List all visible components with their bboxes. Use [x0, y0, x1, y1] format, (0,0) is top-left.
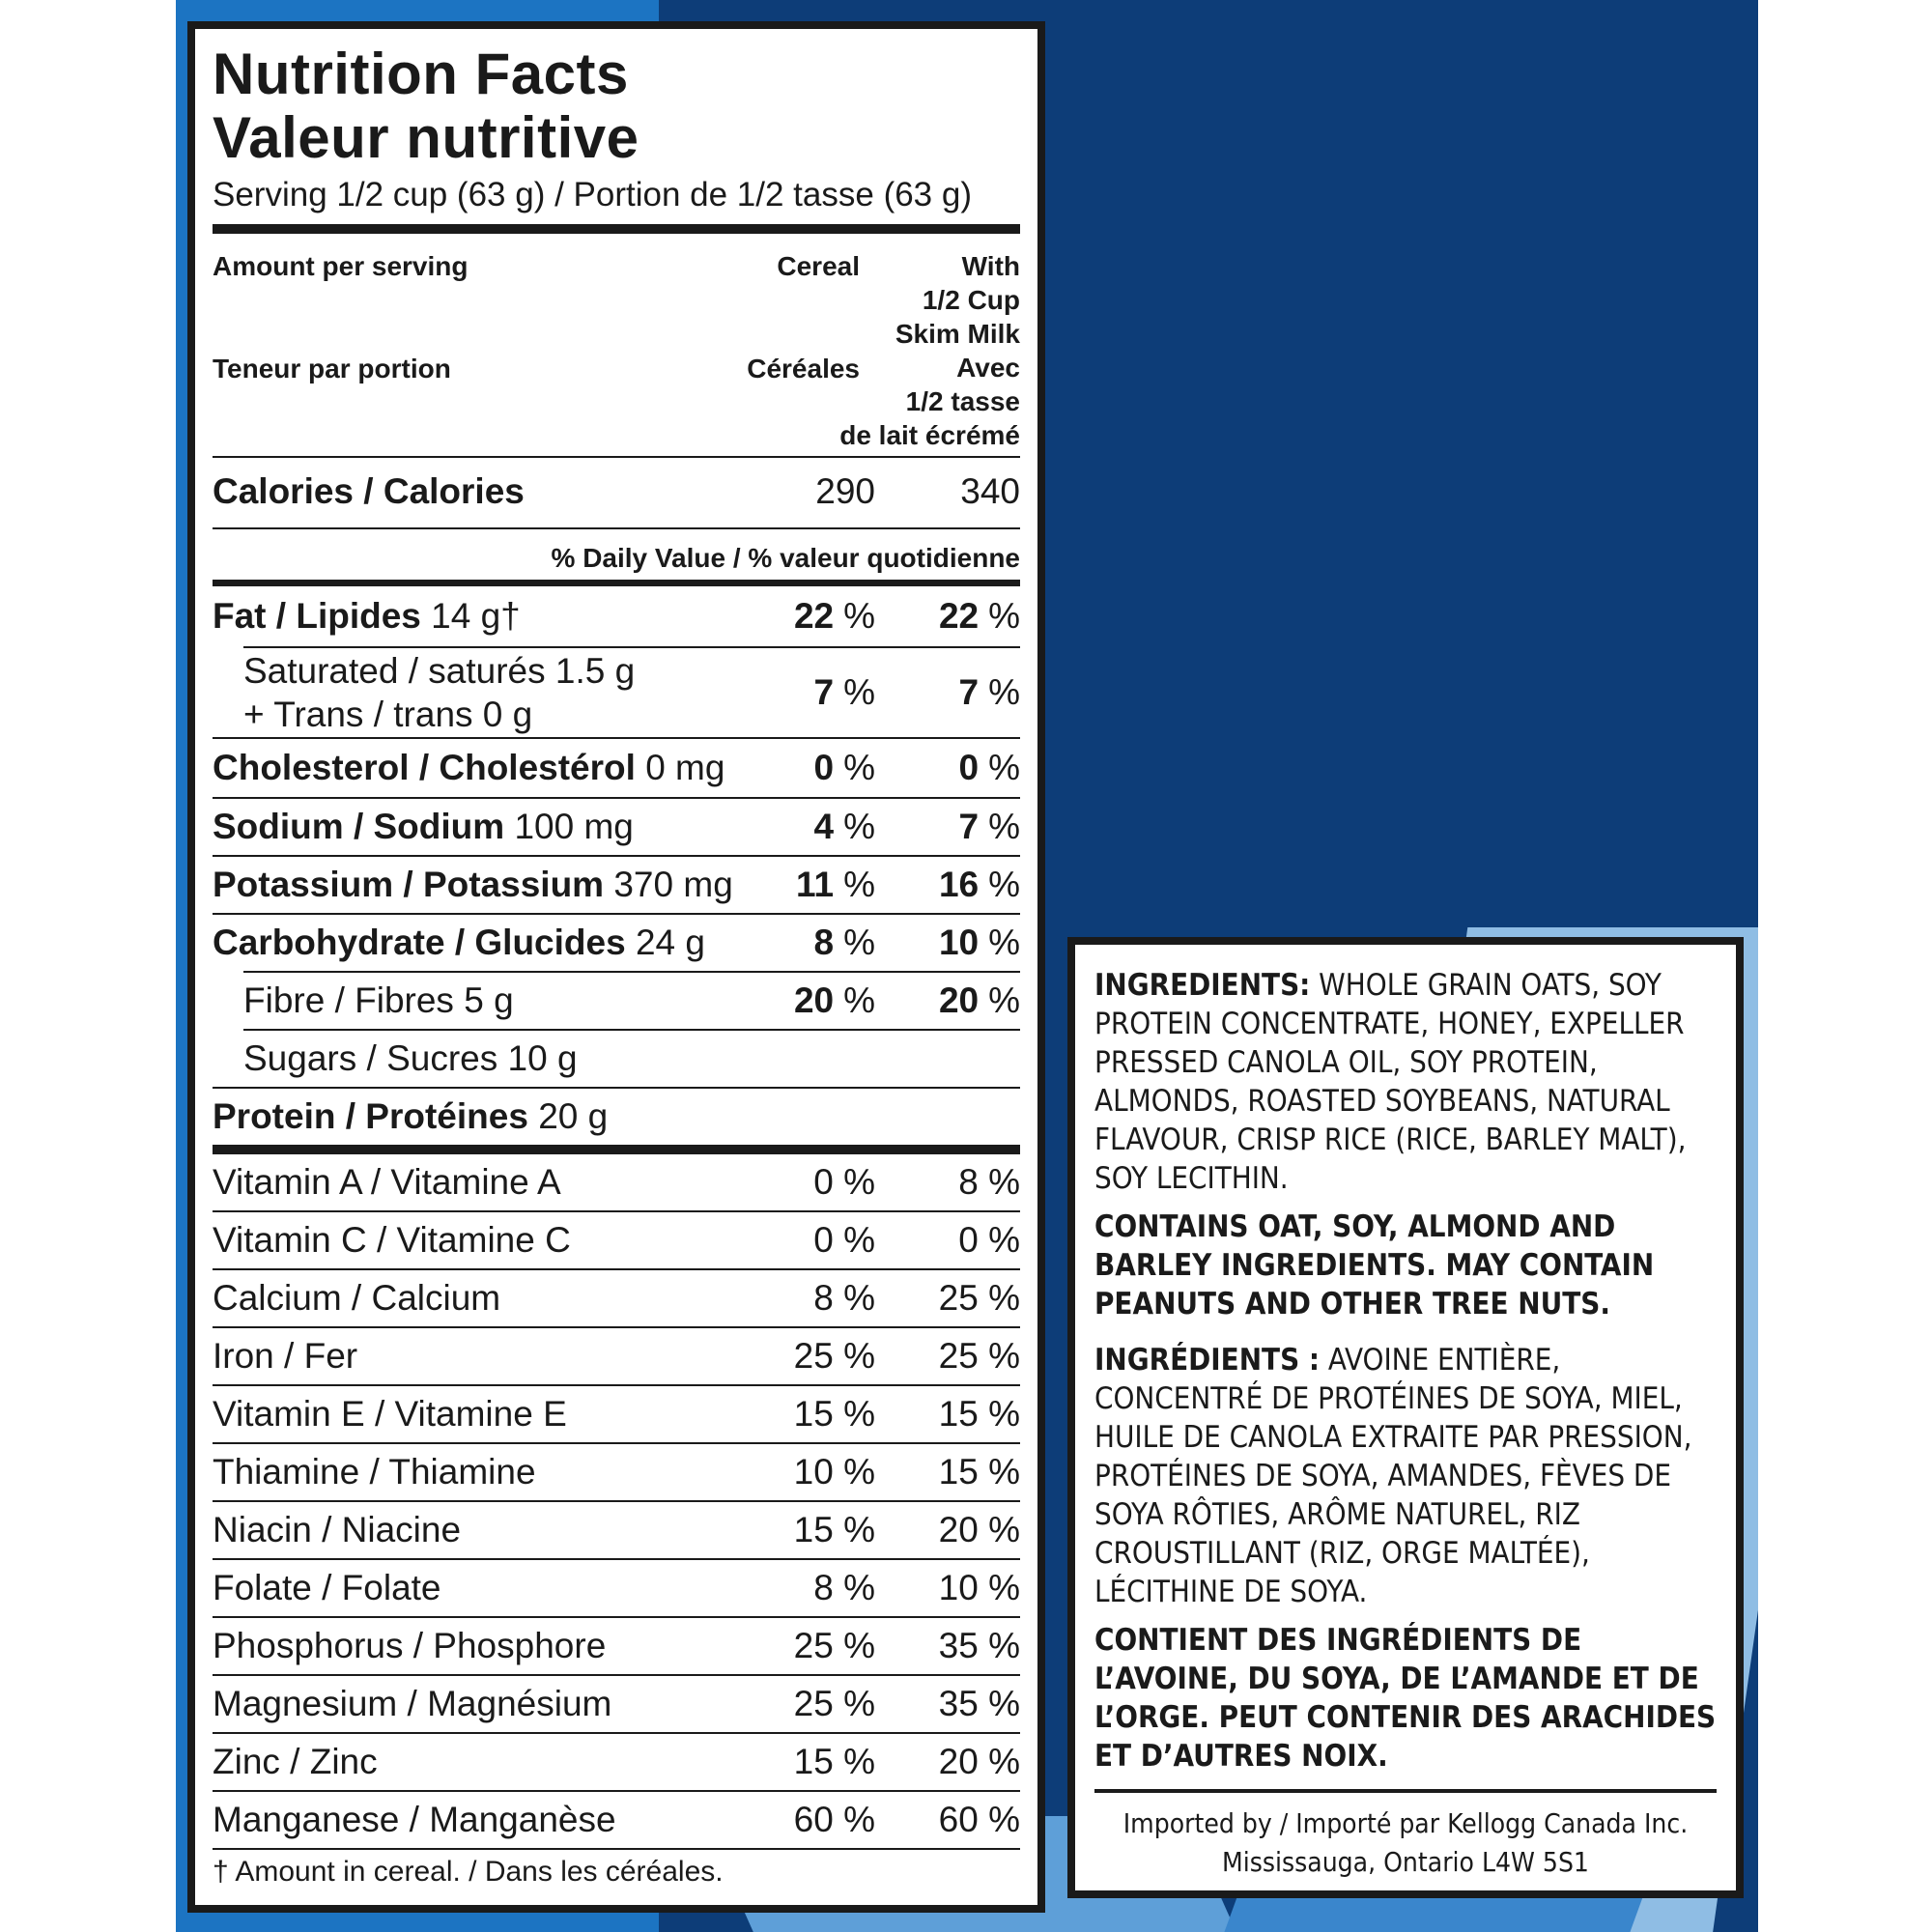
- potassium-milk-value: 16: [938, 865, 980, 904]
- vitamin-cereal-value: 60 %: [793, 1800, 875, 1839]
- vitamin-label: Zinc / Zinc: [213, 1742, 378, 1781]
- allergen-french: CONTIENT DES INGRÉDIENTS DE L’AVOINE, DU SOYA, DE L’AMANDE ET DE L’ORGE. PEUT CONTENIR DES ARACHIDES ET D’AUTRES NOIX.: [1094, 1623, 1717, 1774]
- saturated-label: Saturated / saturés 1.5 g: [243, 651, 636, 691]
- sodium-name: Sodium / Sodium: [213, 807, 505, 846]
- vitamin-cereal-value: 8 %: [813, 1568, 875, 1607]
- daily-value-heading: [213, 529, 1020, 580]
- protein-amount: 20 g: [538, 1096, 609, 1136]
- fibre-label: Fibre / Fibres 5 g: [243, 980, 514, 1020]
- calories-cereal: 290: [815, 471, 875, 511]
- vitamin-milk-value: 0 %: [958, 1220, 1020, 1260]
- percent-sign: %: [843, 596, 875, 636]
- percent-sign: %: [843, 865, 875, 904]
- percent-sign: %: [988, 980, 1020, 1020]
- vitamin-cereal-value: 15 %: [793, 1510, 875, 1549]
- vitamin-milk-value: 35 %: [938, 1626, 1020, 1665]
- vitamin-milk-value: 25 %: [938, 1278, 1020, 1318]
- vitamin-label: Niacin / Niacine: [213, 1510, 462, 1549]
- divider: [213, 224, 1020, 234]
- fat-cereal-value: 22: [793, 596, 835, 636]
- vitamin-label: Magnesium / Magnésium: [213, 1684, 612, 1723]
- potassium-name: Potassium / Potassium: [213, 865, 605, 904]
- divider: [213, 1145, 1020, 1154]
- vitamin-cereal-value: 15 %: [793, 1394, 875, 1434]
- fibre-milk-value: 20: [938, 980, 980, 1020]
- cholesterol-cereal: [814, 739, 875, 797]
- percent-sign: %: [988, 672, 1020, 712]
- vitamin-row: [213, 1560, 1020, 1616]
- saturated-cereal-value: 7: [813, 672, 835, 712]
- fat-milk: [939, 586, 1020, 646]
- sodium-milk-value: 7: [958, 807, 980, 846]
- cholesterol-row: [213, 739, 1020, 797]
- vitamin-row: [213, 1502, 1020, 1558]
- divider: [213, 580, 1020, 586]
- vitamin-label: Iron / Fer: [213, 1336, 358, 1376]
- allergen-english: CONTAINS OAT, SOY, ALMOND AND BARLEY INGREDIENTS. MAY CONTAIN PEANUTS AND OTHER TREE NUTS.: [1094, 1209, 1655, 1321]
- vitamin-label: Vitamin E / Vitamine E: [213, 1394, 567, 1434]
- potassium-amount: 370 mg: [613, 865, 733, 904]
- percent-sign: %: [843, 672, 875, 712]
- vitamin-cereal-value: 25 %: [793, 1336, 875, 1376]
- milk-header-line: Avec: [956, 353, 1020, 383]
- percent-sign: %: [988, 807, 1020, 846]
- carbohydrate-milk-value: 10: [938, 923, 980, 962]
- vitamin-milk-value: 10 %: [938, 1568, 1020, 1607]
- percent-sign: %: [843, 923, 875, 962]
- fat-amount: 14 g†: [431, 596, 521, 636]
- protein-label: [213, 1089, 608, 1145]
- importer-line-2: Mississauga, Ontario L4W 5S1: [1222, 1846, 1589, 1878]
- fat-milk-value: 22: [938, 596, 980, 636]
- vitamin-row: [213, 1154, 1020, 1210]
- vitamin-cereal-value: 10 %: [793, 1452, 875, 1492]
- vitamin-cereal-value: 25 %: [793, 1626, 875, 1665]
- cereal-column-fr: Céréales: [747, 354, 860, 384]
- vitamin-cereal-value: 8 %: [813, 1278, 875, 1318]
- title-english: Nutrition Facts: [213, 42, 629, 106]
- sodium-milk: [959, 799, 1020, 855]
- sodium-row: [213, 799, 1020, 855]
- percent-sign: %: [988, 923, 1020, 962]
- vitamin-milk-value: 15 %: [938, 1452, 1020, 1492]
- nutrition-facts-panel: [187, 21, 1045, 1913]
- percent-sign: %: [988, 596, 1020, 636]
- trans-label: + Trans / trans 0 g: [243, 695, 533, 734]
- percent-sign: %: [843, 980, 875, 1020]
- vitamin-milk-value: 20 %: [938, 1742, 1020, 1781]
- vitamin-row: [213, 1444, 1020, 1500]
- cholesterol-cereal-value: 0: [813, 748, 835, 787]
- potassium-milk: [939, 857, 1020, 913]
- vitamin-label: Folate / Folate: [213, 1568, 441, 1607]
- divider: [1094, 1789, 1717, 1793]
- milk-header-line: With: [961, 251, 1020, 281]
- vitamin-milk-value: 20 %: [938, 1510, 1020, 1549]
- percent-sign: %: [843, 748, 875, 787]
- ingredients-french: [1094, 1341, 1717, 1611]
- vitamin-row: [213, 1734, 1020, 1790]
- potassium-label: [213, 857, 733, 913]
- vitamin-cereal-value: 25 %: [793, 1684, 875, 1723]
- carbohydrate-row: [213, 915, 1020, 971]
- footnote-text: † Amount in cereal. / Dans les céréales.: [213, 1856, 724, 1888]
- vitamin-label: Calcium / Calcium: [213, 1278, 501, 1318]
- vitamin-milk-value: 15 %: [938, 1394, 1020, 1434]
- ingredients-heading-fr: INGRÉDIENTS :: [1094, 1343, 1321, 1378]
- fibre-milk: [939, 973, 1020, 1029]
- potassium-row: [213, 857, 1020, 913]
- calories-milk: 340: [960, 471, 1020, 511]
- potassium-cereal: [796, 857, 875, 913]
- vitamin-label: Manganese / Manganèse: [213, 1800, 616, 1839]
- importer-line-1: Imported by / Importé par Kellogg Canada Inc.: [1122, 1807, 1689, 1839]
- saturated-trans-row: [213, 648, 1020, 737]
- fibre-cereal-value: 20: [793, 980, 835, 1020]
- vitamin-row: [213, 1792, 1020, 1848]
- sodium-cereal: [814, 799, 875, 855]
- cholesterol-label: [213, 739, 724, 797]
- saturated-trans-label: [243, 648, 635, 737]
- fat-label: [213, 586, 521, 646]
- vitamin-milk-value: 35 %: [938, 1684, 1020, 1723]
- vitamin-label: Vitamin A / Vitamine A: [213, 1162, 561, 1202]
- cholesterol-amount: 0 mg: [645, 748, 725, 787]
- sugars-label: Sugars / Sucres 10 g: [243, 1038, 578, 1078]
- vitamin-list: [213, 1154, 1020, 1850]
- cereal-column-en: Cereal: [777, 251, 860, 281]
- ingredients-heading-en: INGREDIENTS:: [1094, 968, 1311, 1003]
- carbohydrate-label: [213, 915, 705, 971]
- ingredients-english: [1094, 966, 1717, 1198]
- saturated-milk-value: 7: [958, 672, 980, 712]
- sodium-cereal-value: 4: [813, 807, 835, 846]
- sugars-row: [213, 1031, 1020, 1087]
- carbohydrate-amount: 24 g: [635, 923, 705, 962]
- vitamin-label: Vitamin C / Vitamine C: [213, 1220, 571, 1260]
- vitamin-cereal-value: 15 %: [793, 1742, 875, 1781]
- carbohydrate-cereal-value: 8: [813, 923, 835, 962]
- vitamin-row: [213, 1212, 1020, 1268]
- vitamin-row: [213, 1270, 1020, 1326]
- sodium-label: [213, 799, 634, 855]
- serving-size: Serving 1/2 cup (63 g) / Portion de 1/2 tasse (63 g): [213, 176, 972, 213]
- calories-label: Calories / Calories: [213, 471, 525, 511]
- ingredients-panel: [1067, 937, 1744, 1898]
- cholesterol-milk: [959, 739, 1020, 797]
- vitamin-milk-value: 8 %: [958, 1162, 1020, 1202]
- footnote: [213, 1850, 1020, 1892]
- milk-header-line: 1/2 Cup: [922, 285, 1020, 315]
- daily-value-heading-text: % Daily Value / % valeur quotidienne: [551, 543, 1020, 573]
- fibre-cereal: [794, 973, 875, 1029]
- percent-sign: %: [988, 748, 1020, 787]
- vitamin-row: [213, 1618, 1020, 1674]
- vitamin-label: Thiamine / Thiamine: [213, 1452, 536, 1492]
- carbohydrate-milk: [939, 915, 1020, 971]
- ingredients-text-fr: AVOINE ENTIÈRE, CONCENTRÉ DE PROTÉINES DE SOYA, MIEL, HUILE DE CANOLA EXTRAITE PAR PRESSION, PROTÉINES DE SOYA, AMANDES, FÈVES DE SOYA RÔTIES, ARÔME NATUREL, RIZ CROUSTILLANT (RIZ, ORGE MALTÉE), LÉCITHINE DE SOYA.: [1094, 1343, 1692, 1609]
- vitamin-row: [213, 1386, 1020, 1442]
- sodium-amount: 100 mg: [514, 807, 634, 846]
- percent-sign: %: [988, 865, 1020, 904]
- cholesterol-milk-value: 0: [958, 748, 980, 787]
- title-french: Valeur nutritive: [213, 105, 639, 170]
- milk-column-header: [808, 249, 1020, 452]
- milk-header-line: Skim Milk: [895, 319, 1020, 349]
- vitamin-label: Phosphorus / Phosphore: [213, 1626, 607, 1665]
- potassium-cereal-value: 11: [795, 865, 835, 904]
- amount-per-serving: Amount per serving: [213, 251, 469, 281]
- vitamin-row: [213, 1676, 1020, 1732]
- vitamin-cereal-value: 0 %: [813, 1220, 875, 1260]
- milk-header-line: de lait écrémé: [839, 420, 1020, 450]
- milk-header-line: 1/2 tasse: [905, 386, 1020, 416]
- vitamin-cereal-value: 0 %: [813, 1162, 875, 1202]
- teneur-par-portion: Teneur par portion: [213, 354, 451, 384]
- fat-row: [213, 586, 1020, 646]
- ingredients-text-en: WHOLE GRAIN OATS, SOY PROTEIN CONCENTRATE, HONEY, EXPELLER PRESSED CANOLA OIL, SOY PROTEIN, ALMONDS, ROASTED SOYBEANS, NATURAL FLAVOUR, CRISP RICE (RICE, BARLEY MALT), SOY LECITHIN.: [1094, 968, 1687, 1196]
- cholesterol-name: Cholesterol / Cholestérol: [213, 748, 636, 787]
- fat-name: Fat / Lipides: [213, 596, 421, 636]
- percent-sign: %: [843, 807, 875, 846]
- protein-name: Protein / Protéines: [213, 1096, 528, 1136]
- fibre-row: [213, 973, 1020, 1029]
- carbohydrate-name: Carbohydrate / Glucides: [213, 923, 626, 962]
- vitamin-row: [213, 1328, 1020, 1384]
- protein-row: [213, 1089, 1020, 1145]
- saturated-milk: [959, 648, 1020, 737]
- saturated-cereal: [814, 648, 875, 737]
- carbohydrate-cereal: [814, 915, 875, 971]
- column-header: [213, 234, 1020, 456]
- vitamin-milk-value: 60 %: [938, 1800, 1020, 1839]
- calories-row: [213, 458, 1020, 527]
- vitamin-milk-value: 25 %: [938, 1336, 1020, 1376]
- fat-cereal: [794, 586, 875, 646]
